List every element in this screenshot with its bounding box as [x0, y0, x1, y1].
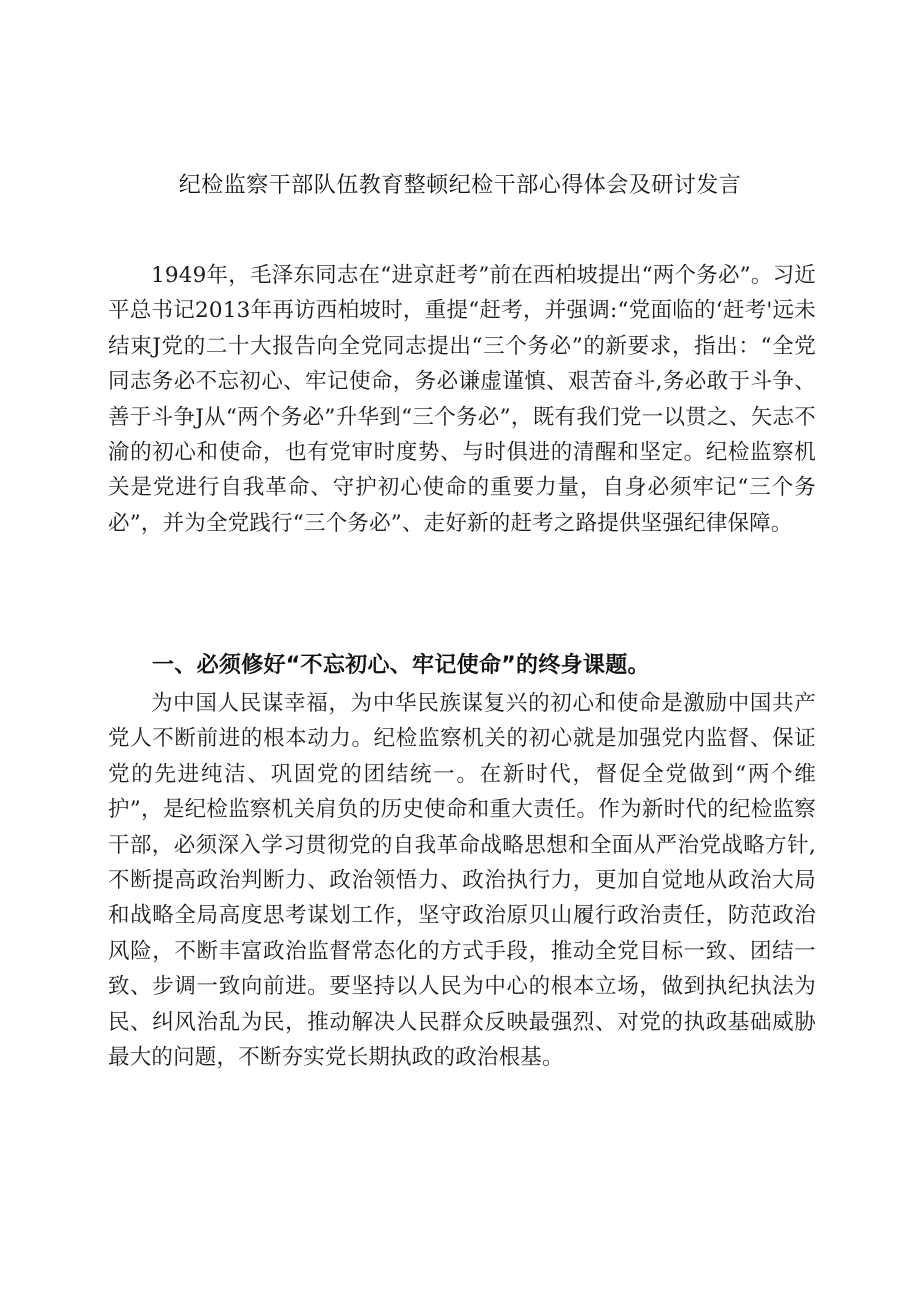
intro-paragraph: 1949年，毛泽东同志在“进京赶考”前在西柏坡提出“两个务必”。习近平总书记2013年再访西柏坡时，重提“赶考，并强调:“党面临的‘赶考'远未结束J党的二十大报告向全党同志提出“三个务必”的新要求，指出：“全党同志务必不忘初心、牢记使命，务必谦虚谨慎、艰苦奋斗,务必敢于斗争、善于斗争J从“两个务必”升华到“三个务必”，既有我们党一以贯之、矢志不渝的初心和使命，也有党审时度势、与时俱进的清醒和坚定。纪检监察机关是党进行自我革命、守护初心使命的重要力量，自身必须牢记“三个务必”，并为全党践行“三个务必”、走好新的赶考之路提供坚强纪律保障。 [108, 263, 816, 536]
document-title: 纪检监察干部队伍教育整顿纪检干部心得体会及研讨发言 [178, 173, 742, 198]
section-1-paragraph: 为中国人民谋幸福，为中华民族谋复兴的初心和使命是激励中国共产党人不断前进的根本动力。纪检监察机关的初心就是加强党内监督、保证党的先进纯洁、巩固党的团结统一。在新时代，督促全党做到“两个维护”，是纪检监察机关肩负的历史使命和重大责任。作为新时代的纪检监察干部，必须深入学习贯彻党的自我革命战略思想和全面从严治党战略方针,不断提高政治判断力、政治领悟力、政治执行力，更加自觉地从政治大局和战略全局高度思考谋划工作，坚守政治原贝山履行政治责任，防范政治风险，不断丰富政治监督常态化的方式手段，推动全党目标一致、团结一致、步调一致向前进。要坚持以人民为中心的根本立场，做到执纪执法为民、纠风治乱为民，推动解决人民群众反映最强烈、对党的执政基础威胁最大的问题，不断夯实党长期执政的政治根基。 [108, 691, 816, 1071]
section-1-heading: 一、必须修好“不忘初心、牢记使命”的终身课题。 [152, 653, 650, 678]
